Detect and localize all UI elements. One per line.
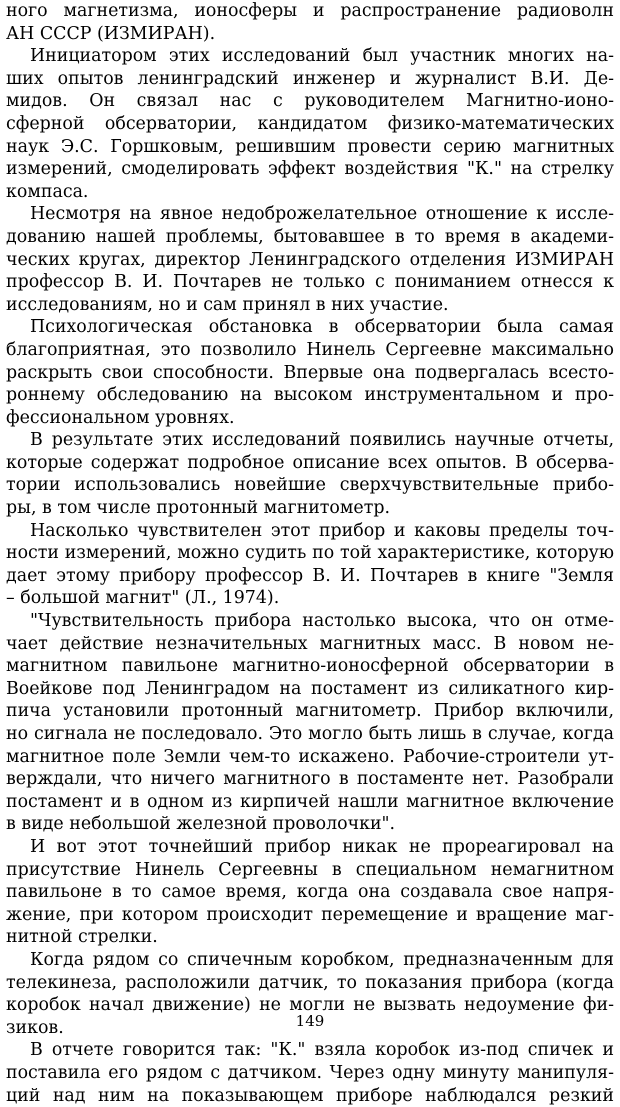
document-page — [6, 0, 614, 1040]
body-text — [6, 0, 614, 1107]
text-line: телекинеза, расположили датчик, то показания прибора (когда — [6, 972, 614, 995]
text-line: ших опытов ленинградский инженер и журналист В.И. Де- — [6, 68, 614, 91]
text-line: нитной стрелки. — [6, 926, 614, 949]
text-line: магнитном павильоне магнитно-ионосферной обсерватории в — [6, 655, 614, 678]
text-line: Воейкове под Ленинградом на постамент из силикатного кир- — [6, 678, 614, 701]
text-line: ности измерений, можно судить по той характеристике, которую — [6, 542, 614, 565]
text-line: магнитное поле Земли чем-то искажено. Рабочие-строители ут- — [6, 746, 614, 769]
text-line: которые содержат подробное описание всех опытов. В обсерва- — [6, 452, 614, 475]
text-line: Несмотря на явное недоброжелательное отношение к иссле- — [6, 203, 614, 226]
text-line: Насколько чувствителен этот прибор и каковы пределы точ- — [6, 520, 614, 543]
text-line: наук Э.С. Горшковым, решившим провести серию магнитных — [6, 136, 614, 159]
text-line: но сигнала не последовало. Это могло быть лишь в случае, когда — [6, 723, 614, 746]
text-line: – большой магнит" (Л., 1974). — [6, 587, 614, 610]
text-line: АН СССР (ИЗМИРАН). — [6, 23, 614, 46]
text-line: тории использовались новейшие сверхчувствительные прибо- — [6, 474, 614, 497]
text-line: ного магнетизма, ионосферы и распространение радиоволн — [6, 0, 614, 23]
text-line: коробок начал движение) не могли не вызвать недоумение фи- — [6, 994, 614, 1017]
paragraph — [6, 610, 614, 836]
text-line: в виде небольшой железной проволочки". — [6, 813, 614, 836]
text-line: исследованиям, но и сам принял в них участие. — [6, 294, 614, 317]
text-line: ческих кругах, директор Ленинградского отделения ИЗМИРАН — [6, 249, 614, 272]
text-line: Когда рядом со спичечным коробком, предназначенным для — [6, 949, 614, 972]
text-line: мидов. Он связал нас с руководителем Магнитно-ионо- — [6, 90, 614, 113]
text-line: поставила его рядом с датчиком. Через одну минуту манипуля- — [6, 1062, 614, 1085]
paragraph — [6, 836, 614, 949]
text-line: раскрыть свои способности. Впервые она подвергалась всесто- — [6, 362, 614, 385]
paragraph — [6, 203, 614, 316]
paragraph — [6, 45, 614, 203]
text-line: "Чувствительность прибора настолько высока, что он отме- — [6, 610, 614, 633]
paragraph — [6, 0, 614, 45]
text-line: роннему обследованию на высоком инструментальном и про- — [6, 384, 614, 407]
text-line: постамент и в одном из кирпичей нашли магнитное включение — [6, 791, 614, 814]
text-line: верждали, что ничего магнитного в постаменте нет. Разобрали — [6, 768, 614, 791]
text-line: дованию нашей проблемы, бытовавшее в то время в академи- — [6, 226, 614, 249]
text-line: присутствие Нинель Сергеевны в специальном немагнитном — [6, 859, 614, 882]
text-line: Инициатором этих исследований был участник многих на- — [6, 45, 614, 68]
page-number: 149 — [0, 1012, 620, 1030]
text-line: В отчете говорится так: "К." взяла коробок из-под спичек и — [6, 1039, 614, 1062]
text-line: измерений, смоделировать эффект воздействия "К." на стрелку — [6, 158, 614, 181]
text-line: чает действие незначительных магнитных масс. В новом не- — [6, 633, 614, 656]
text-line: В результате этих исследований появились научные отчеты, — [6, 429, 614, 452]
text-line: пича установили протонный магнитометр. Прибор включили, — [6, 700, 614, 723]
text-line: сферной обсерватории, кандидатом физико-математических — [6, 113, 614, 136]
text-line: Психологическая обстановка в обсерватории была самая — [6, 316, 614, 339]
text-line: благоприятная, это позволило Нинель Сергеевне максимально — [6, 339, 614, 362]
text-line: И вот этот точнейший прибор никак не прореагировал на — [6, 836, 614, 859]
text-line: фессиональном уровнях. — [6, 407, 614, 430]
paragraph — [6, 520, 614, 610]
text-line: компаса. — [6, 181, 614, 204]
paragraph — [6, 316, 614, 429]
text-line: профессор В. И. Почтарев не только с пониманием отнесся к — [6, 271, 614, 294]
paragraph — [6, 429, 614, 519]
text-line: ций над ним на показывающем приборе наблюдался резкий — [6, 1085, 614, 1107]
paragraph — [6, 1039, 614, 1107]
text-line: павильоне в то самое время, когда она создавала свое напря- — [6, 881, 614, 904]
text-line: дает этому прибору профессор В. И. Почтарев в книге "Земля — [6, 565, 614, 588]
text-line: ры, в том числе протонный магнитометр. — [6, 497, 614, 520]
text-line: зиков. — [6, 1017, 614, 1040]
text-line: жение, при котором происходит перемещение и вращение маг- — [6, 904, 614, 927]
